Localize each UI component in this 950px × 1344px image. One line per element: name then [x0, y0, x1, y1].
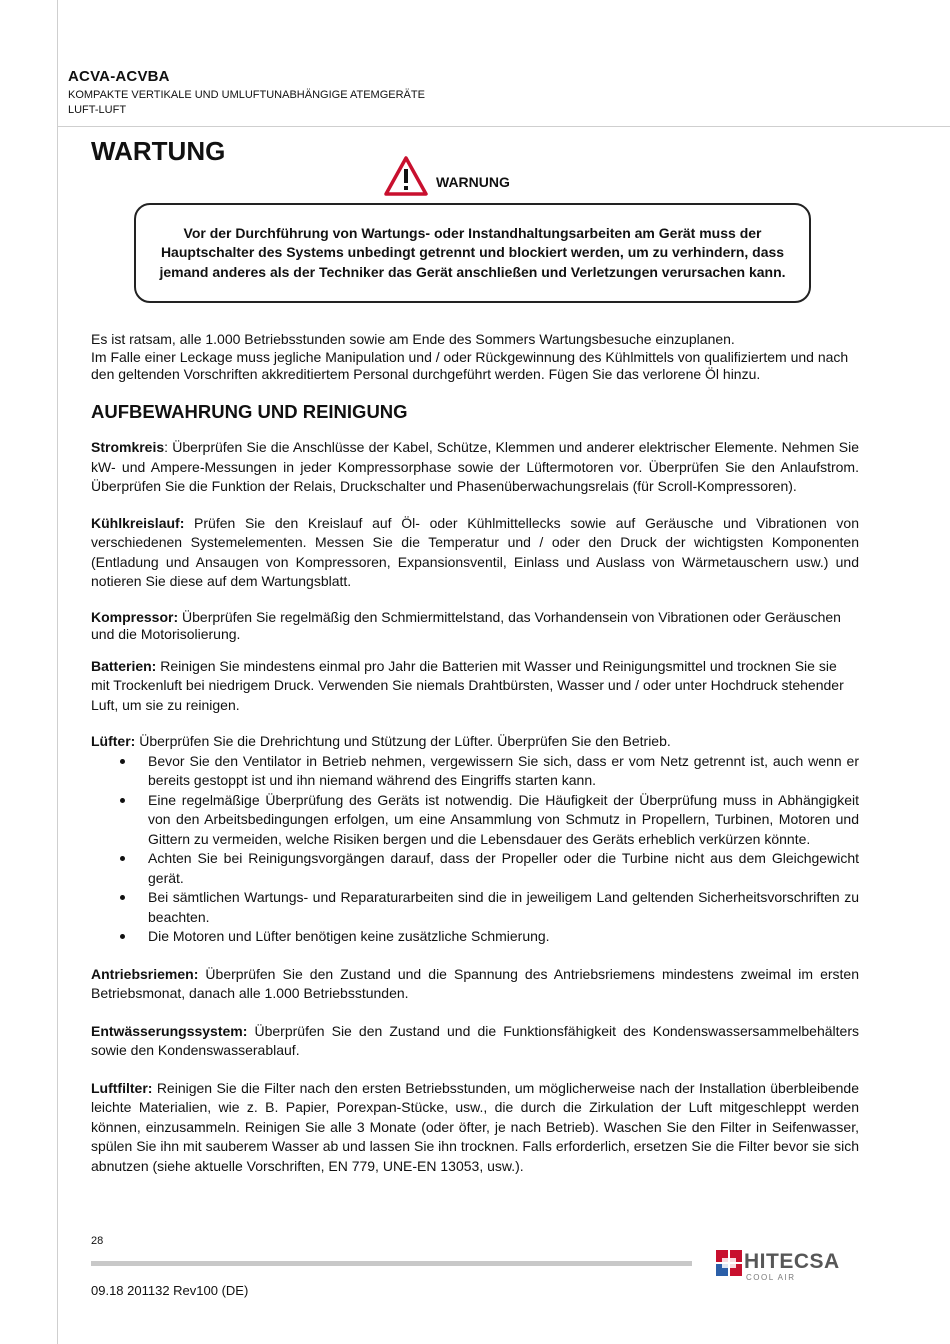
header-subtitle: KOMPAKTE VERTIKALE UND UMLUFTUNABHÄNGIGE ATEMGERÄTE — [68, 89, 425, 101]
logo-tagline: COOL AIR — [746, 1273, 796, 1282]
hitecsa-logo-icon — [716, 1250, 742, 1278]
warning-triangle-icon — [384, 156, 428, 196]
model-title: ACVA-ACVBA — [68, 68, 170, 85]
logo-brand: HITECSA — [744, 1250, 840, 1273]
label-antriebsriemen: Antriebsriemen: — [91, 965, 199, 982]
left-margin-rule — [57, 0, 58, 1344]
label-kuehlkreislauf: Kühlkreislauf: — [91, 514, 185, 531]
label-kompressor: Kompressor: — [91, 608, 179, 625]
warning-heading — [384, 156, 510, 196]
label-batterien: Batterien: — [91, 657, 157, 674]
list-item: Bevor Sie den Ventilator in Betrieb nehmen, vergewissern Sie sich, dass er vom Netz getrennt ist, auch wenn er bereits gestoppt ist und ihn niemand während des Eingriffs starten kann. — [91, 752, 859, 791]
intro-paragraph: Im Falle einer Leckage muss jegliche Manipulation und / oder Rückgewinnung des Kühlmittels von qualifiziertem und nach den geltenden Vorschriften akkreditiertem Personal durchgeführt werden. Fügen Sie das verlorene Öl hinzu. — [91, 348, 849, 382]
luefter-bullet-list — [91, 752, 859, 947]
label-entwaesserung: Entwässerungssystem: — [91, 1022, 248, 1039]
footer-rule — [91, 1261, 692, 1266]
paragraph-luftfilter: Luftfilter: Reinigen Sie die Filter nach den ersten Betriebsstunden, um möglicherweise nach der Installation überbleibende leichte Materialien, wie z. B. Papier, Porexpan-Stücke, usw., die durch die Zirkulation der Luft mitgeschleppt werden können, einzusammeln. Reinigen Sie alle 3 Monate (oder öfter, je nach Betrieb). Waschen Sie den Filter in Seifenwasser, spülen Sie ihn mit sauberem Wasser ab und lassen Sie ihn trocknen. Falls erforderlich, ersetzen Sie die Filter bevor sie sich abnutzen (siehe aktuelle Vorschriften, EN 779, UNE-EN 13053, usw.). — [91, 1079, 859, 1174]
main-content — [91, 331, 859, 1176]
paragraph-antriebsriemen: Antriebsriemen: Überprüfen Sie den Zustand und die Spannung des Antriebsriemens mindestens zweimal im ersten Betriebsmonat, danach alle 1.000 Betriebsstunden. — [91, 965, 859, 1001]
list-item: Bei sämtlichen Wartungs- und Reparaturarbeiten sind die in jeweiligem Land geltenden Sicherheitsvorschriften zu beachten. — [91, 888, 859, 927]
paragraph-kuehlkreislauf: Kühlkreislauf: Prüfen Sie den Kreislauf auf Öl- oder Kühlmittellecks sowie auf Geräusche und Vibrationen von verschiedenen Systemelementen. Messen Sie die Temperatur und / oder den Druck der wichtigsten Komponenten (Entladung und Ansaugen von Kompressoren, Expansionsventil, Einlass und Auslass von Wärmetauschern usw.) und notieren Sie diese auf dem Wartungsblatt. — [91, 514, 859, 589]
label-luefter: Lüfter: — [91, 733, 136, 749]
paragraph-entwaesserung: Entwässerungssystem: Überprüfen Sie den Zustand und die Funktionsfähigkeit des Kondenswassersammelbehälters sowie den Kondenswasserablauf. — [91, 1022, 859, 1058]
section-heading: AUFBEWAHRUNG UND REINIGUNG — [91, 400, 408, 422]
header-rule — [57, 126, 950, 127]
paragraph-kompressor: Kompressor: Überprüfen Sie regelmäßig den Schmiermittelstand, das Vorhandensein von Vibrationen oder Geräuschen und die Motorisolierung. — [91, 608, 841, 642]
document-code: 09.18 201132 Rev100 (DE) — [91, 1283, 249, 1298]
paragraph-stromkreis: Stromkreis: Überprüfen Sie die Anschlüsse der Kabel, Schütze, Klemmen und anderer elektrischer Elemente. Nehmen Sie kW- und Ampere-Messungen in jeder Kompressorphase sowie der Lüftermotoren vor. Überprüfen Sie den Anlaufstrom. Überprüfen Sie die Funktion der Relais, Druckschalter und Phasenüberwachungsrelais (für Scroll-Kompressoren). — [91, 439, 859, 494]
paragraph-batterien: Batterien: Reinigen Sie mindestens einmal pro Jahr die Batterien mit Wasser und Reinigungsmittel und trocknen Sie sie mit Trockenluft bei niedrigem Druck. Verwenden Sie niemals Drahtbürsten, Wasser und / oder unter Hochdruck stehender Luft, um sie zu reinigen. — [91, 657, 844, 713]
intro-paragraph: Es ist ratsam, alle 1.000 Betriebsstunden sowie am Ende des Sommers Wartungsbesuche einzuplanen. — [91, 331, 735, 347]
document-header — [68, 68, 425, 116]
page-number: 28 — [91, 1235, 104, 1247]
warning-label: WARNUNG — [436, 174, 510, 190]
paragraph-luefter: Lüfter: Überprüfen Sie die Drehrichtung und Stützung der Lüfter. Überprüfen Sie den Betrieb. — [91, 733, 671, 749]
label-luftfilter: Luftfilter: — [91, 1079, 153, 1096]
warning-text: Vor der Durchführung von Wartungs- oder Instandhaltungsarbeiten am Gerät muss der Hauptschalter des Systems unbedingt getrennt und blockiert werden, um zu verhindern, dass jemand anderes als der Techniker das Gerät anschließen und Verletzungen verursachen kann. — [159, 224, 786, 280]
label-stromkreis: Stromkreis — [91, 439, 165, 455]
hitecsa-logo — [716, 1250, 866, 1280]
intro — [91, 331, 859, 384]
list-item: Die Motoren und Lüfter benötigen keine zusätzliche Schmierung. — [91, 927, 859, 947]
list-item: Achten Sie bei Reinigungsvorgängen darauf, dass der Propeller oder die Turbine nicht aus dem Gleichgewicht gerät. — [91, 849, 859, 888]
warning-box — [134, 203, 811, 303]
list-item: Eine regelmäßige Überprüfung des Geräts ist notwendig. Die Häufigkeit der Überprüfung muss in Abhängigkeit von den Arbeitsbedingungen erfolgen, um eine Ansammlung von Schmutz in Propellern, Turbinen, Motoren und Gittern zu vermeiden, welche Risiken bergen und die Lebensdauer des Geräts erheblich verkürzen könnte. — [91, 791, 859, 850]
header-subtitle-2: LUFT-LUFT — [68, 104, 127, 116]
page-title: WARTUNG — [91, 136, 226, 166]
